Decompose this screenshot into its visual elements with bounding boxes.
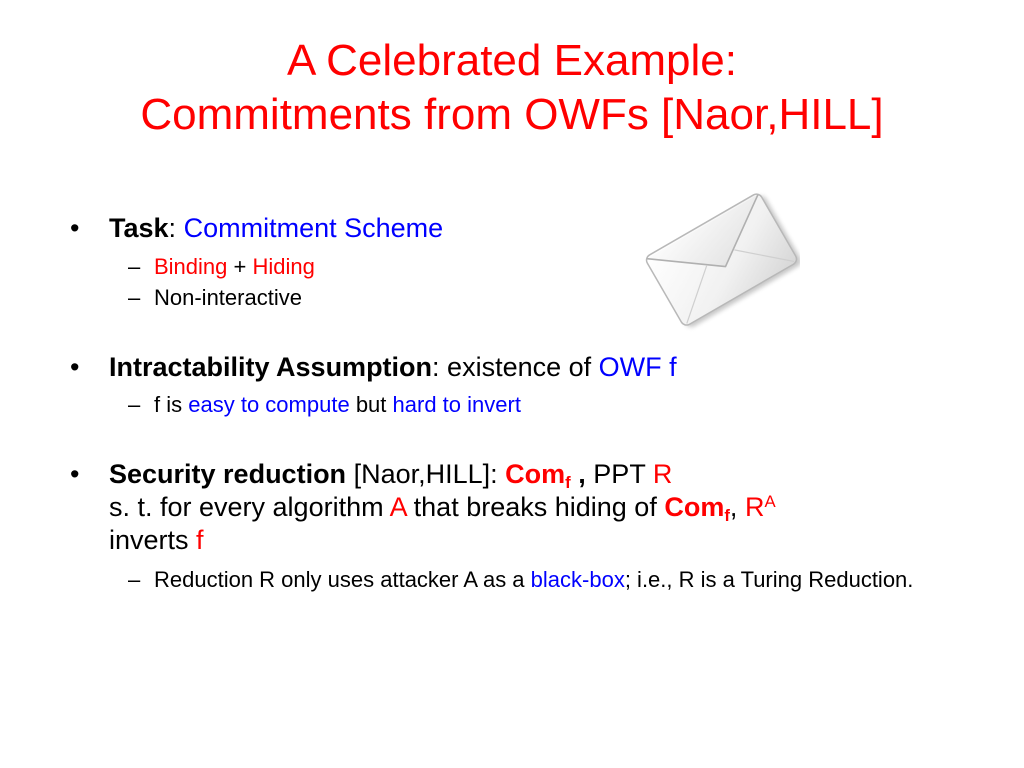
reduction-label: Security reduction bbox=[109, 459, 347, 489]
reduction-sub bbox=[70, 564, 1010, 595]
bullet-list bbox=[70, 212, 1010, 595]
bullet-glyph: • bbox=[70, 459, 80, 489]
dash-glyph: – bbox=[128, 285, 141, 310]
com2-subscript: f bbox=[724, 506, 730, 526]
task-sub-noninteractive bbox=[70, 282, 1010, 313]
comma2-text: , bbox=[729, 492, 738, 522]
blackbox-text: black-box bbox=[530, 567, 625, 592]
hiding-text: Hiding bbox=[252, 254, 315, 279]
dash-glyph: – bbox=[128, 567, 141, 592]
line2-prefix: s. t. for every algorithm bbox=[109, 492, 384, 522]
noninteractive-text: Non-interactive bbox=[154, 285, 302, 310]
assumption-text: : existence of bbox=[432, 352, 592, 382]
assumption-sub bbox=[70, 389, 1010, 420]
task-value: Commitment Scheme bbox=[183, 213, 444, 243]
com-text: Com bbox=[505, 459, 566, 489]
title-line-1: A Celebrated Example: bbox=[286, 36, 738, 85]
f-text: f bbox=[196, 525, 204, 555]
dash-glyph: – bbox=[128, 254, 141, 279]
reduction-sub-suffix: ; i.e., R is a Turing Reduction. bbox=[624, 567, 914, 592]
r2-superscript: A bbox=[764, 491, 776, 511]
reduction-cite: [Naor,HILL]: bbox=[353, 459, 498, 489]
bullet-reduction bbox=[70, 458, 1010, 557]
line2-mid: that breaks hiding of bbox=[413, 492, 657, 522]
com2-text: Com bbox=[664, 492, 725, 522]
slide-title bbox=[0, 34, 1024, 142]
dash-glyph: – bbox=[128, 392, 141, 417]
comma-text: , bbox=[578, 459, 586, 489]
bullet-task bbox=[70, 212, 1010, 245]
owf-text: OWF f bbox=[598, 352, 677, 382]
bullet-glyph: • bbox=[70, 352, 80, 382]
ppt-text: PPT bbox=[593, 459, 646, 489]
title-line-2: Commitments from OWFs [Naor,HILL] bbox=[140, 90, 884, 139]
com-subscript: f bbox=[565, 473, 571, 493]
r-text: R bbox=[652, 459, 673, 489]
but-text: but bbox=[355, 392, 387, 417]
reduction-sub-prefix: Reduction R only uses attacker A as a bbox=[154, 567, 525, 592]
assumption-label: Intractability Assumption bbox=[109, 352, 433, 382]
plus-text: + bbox=[233, 254, 247, 279]
task-colon: : bbox=[168, 213, 177, 243]
hard-text: hard to invert bbox=[392, 392, 521, 417]
a-text: A bbox=[389, 492, 407, 522]
bullet-glyph: • bbox=[70, 213, 80, 243]
line3-prefix: inverts bbox=[109, 525, 189, 555]
binding-text: Binding bbox=[154, 254, 228, 279]
bullet-assumption bbox=[70, 351, 1010, 384]
r2-text: R bbox=[744, 492, 765, 522]
easy-text: easy to compute bbox=[188, 392, 350, 417]
task-label: Task bbox=[109, 213, 169, 243]
f-is-text: f is bbox=[154, 392, 183, 417]
task-sub-binding-hiding bbox=[70, 251, 1010, 282]
